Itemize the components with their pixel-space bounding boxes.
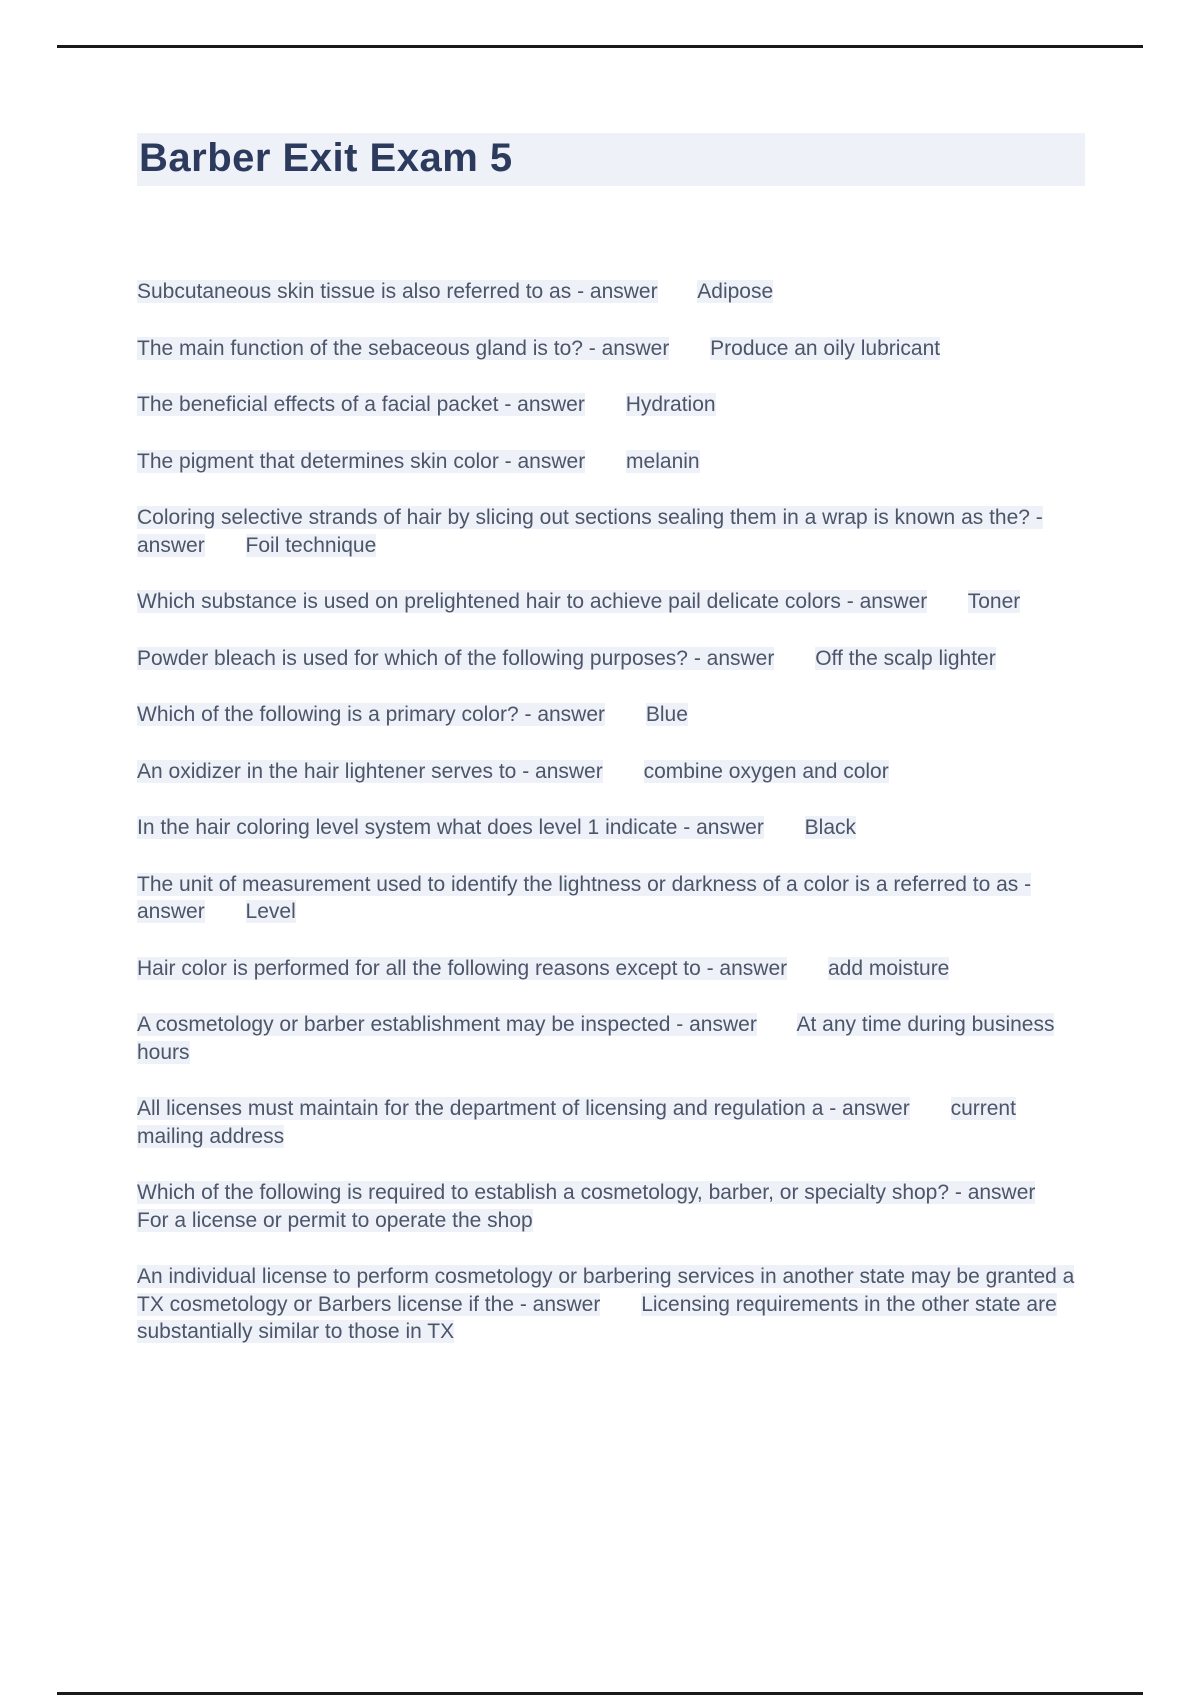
bottom-rule xyxy=(57,1692,1143,1695)
answer-gap xyxy=(1035,1181,1076,1204)
qa-item xyxy=(137,504,1085,559)
answer-gap xyxy=(205,534,246,557)
qa-item xyxy=(137,645,1085,673)
answer-gap xyxy=(774,647,815,670)
qa-question: An individual license to perform cosmetology or barbering services in another state may be granted a TX cosmetology or Barbers license if the - answer xyxy=(137,1265,1075,1316)
qa-answer: current mailing address xyxy=(137,1097,1016,1148)
answer-gap xyxy=(600,1293,641,1316)
qa-question: An oxidizer in the hair lightener serves to - answer xyxy=(137,759,603,783)
qa-answer: Black xyxy=(804,816,857,839)
qa-answer: Off the scalp lighter xyxy=(815,646,996,670)
qa-answer: Hydration xyxy=(625,393,716,416)
qa-list xyxy=(137,278,1085,1375)
qa-question: The unit of measurement used to identify the lightness or darkness of a color is a referred to as - answer xyxy=(137,872,1032,923)
qa-answer: add moisture xyxy=(827,956,950,980)
qa-item xyxy=(137,1179,1085,1234)
qa-question: Hair color is performed for all the following reasons except to - answer xyxy=(137,956,788,980)
qa-answer: At any time during business hours xyxy=(137,1013,1055,1064)
qa-answer: Level xyxy=(245,900,296,923)
answer-gap xyxy=(658,280,698,303)
qa-item xyxy=(137,814,1085,842)
qa-answer: Blue xyxy=(645,703,688,726)
qa-question: Subcutaneous skin tissue is also referred to as - answer xyxy=(137,280,658,303)
qa-item xyxy=(137,701,1085,729)
qa-item xyxy=(137,1263,1085,1346)
qa-item xyxy=(137,278,1085,306)
qa-question: The pigment that determines skin color - answer xyxy=(137,449,586,473)
qa-item xyxy=(137,588,1085,616)
answer-gap xyxy=(605,703,646,726)
answer-gap xyxy=(910,1097,951,1120)
qa-question: Coloring selective strands of hair by slicing out sections sealing them in a wrap is known as the? - answer xyxy=(137,506,1043,557)
qa-answer: Foil technique xyxy=(245,533,377,557)
qa-item xyxy=(137,1011,1085,1066)
page-title: Barber Exit Exam 5 xyxy=(139,136,513,180)
answer-gap xyxy=(764,816,805,839)
qa-question: Powder bleach is used for which of the following purposes? - answer xyxy=(137,646,775,670)
answer-gap xyxy=(585,450,626,473)
qa-question: All licenses must maintain for the department of licensing and regulation a - answer xyxy=(137,1097,910,1120)
qa-item xyxy=(137,448,1085,476)
qa-answer: Adipose xyxy=(697,280,774,303)
qa-question: In the hair coloring level system what does level 1 indicate - answer xyxy=(137,816,764,839)
qa-answer: Produce an oily lubricant xyxy=(710,336,941,360)
qa-question: Which substance is used on prelightened hair to achieve pail delicate colors - answer xyxy=(137,590,928,613)
top-rule xyxy=(57,45,1143,48)
qa-answer: combine oxygen and color xyxy=(643,759,889,783)
qa-question: A cosmetology or barber establishment may be inspected - answer xyxy=(137,1013,757,1036)
qa-item xyxy=(137,335,1085,363)
qa-item xyxy=(137,955,1085,983)
answer-gap xyxy=(927,590,967,613)
qa-question: Which of the following is a primary color? - answer xyxy=(137,703,606,726)
answer-gap xyxy=(603,760,644,783)
answer-gap xyxy=(669,337,710,360)
qa-answer: Licensing requirements in the other state are substantially similar to those in TX xyxy=(137,1292,1057,1343)
qa-answer: melanin xyxy=(626,449,700,473)
answer-gap xyxy=(205,900,246,923)
qa-item xyxy=(137,871,1085,926)
qa-answer: For a license or permit to operate the shop xyxy=(137,1208,533,1232)
answer-gap xyxy=(757,1013,797,1036)
qa-item xyxy=(137,758,1085,786)
answer-gap xyxy=(585,393,626,416)
qa-item xyxy=(137,391,1085,419)
qa-question: The beneficial effects of a facial packet - answer xyxy=(137,393,585,416)
qa-question: Which of the following is required to establish a cosmetology, barber, or specialty shop? - answer xyxy=(137,1181,1036,1204)
qa-answer: Toner xyxy=(967,590,1021,613)
answer-gap xyxy=(787,957,828,980)
title-highlight xyxy=(137,133,1085,186)
qa-question: The main function of the sebaceous gland is to? - answer xyxy=(137,336,670,360)
qa-item xyxy=(137,1095,1085,1150)
